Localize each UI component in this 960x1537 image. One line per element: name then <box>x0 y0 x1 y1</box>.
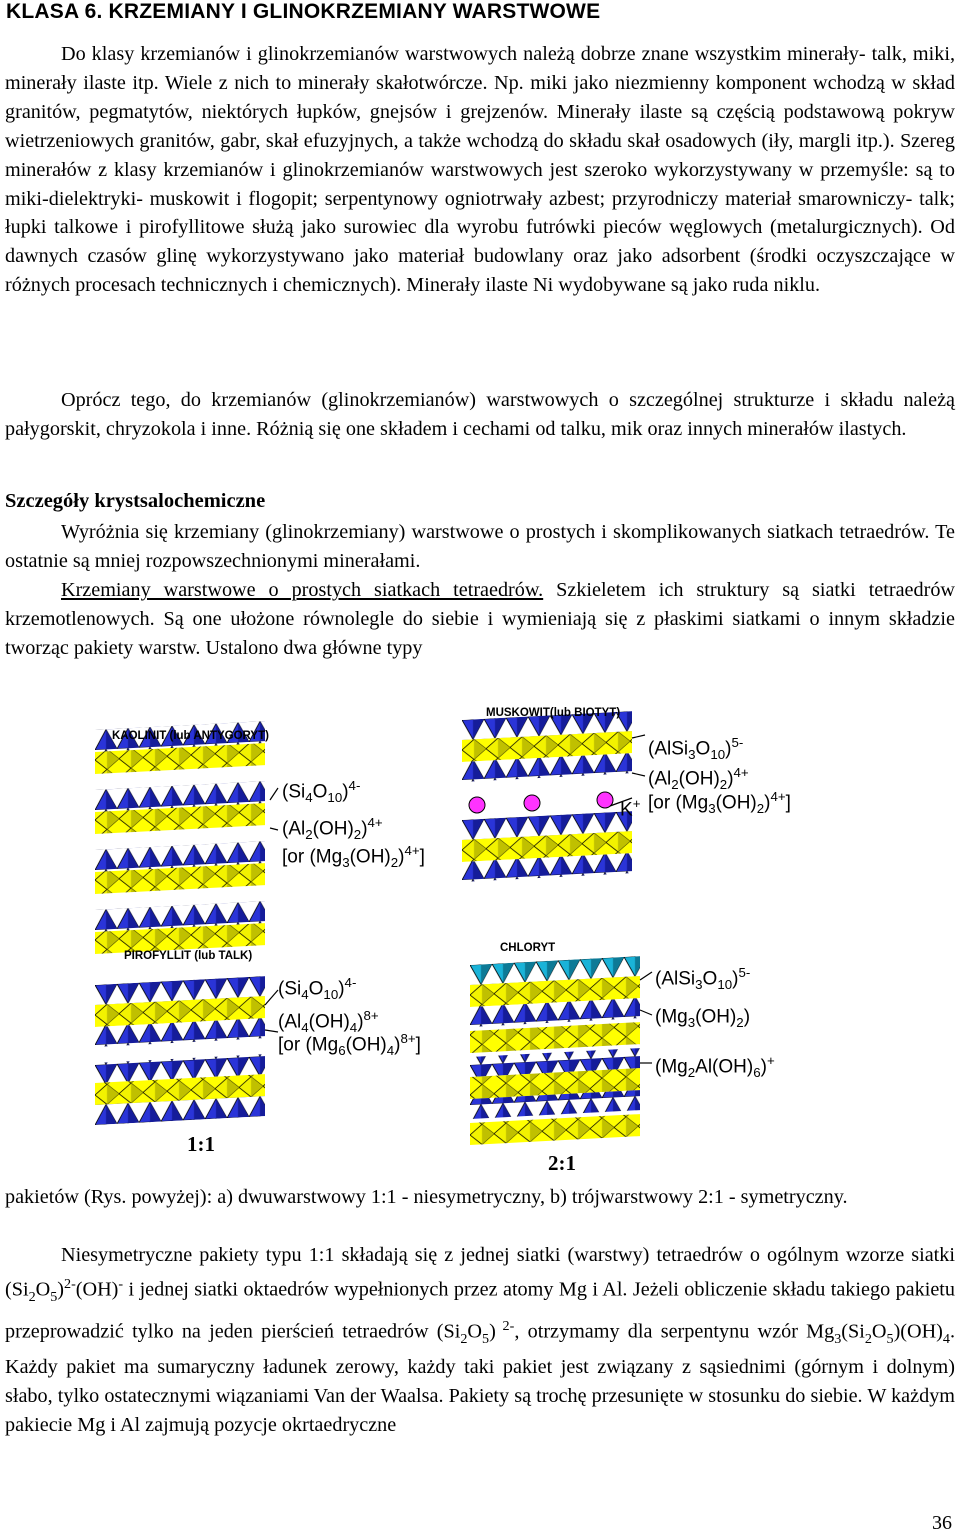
section-heading: Szczegóły krystsalochemiczne <box>5 490 266 512</box>
intro-paragraph-1: Do klasy krzemianów i glinokrzemianów warstwowych należą dobrze znane wszystkim minerały- talk, miki, minerały ilaste itp. Wiele z nich to minerały skałotwórcze. Np. miki jako niezmienny komponent wchodzą w skład granitów, pegmatytów, niektórych łupków, gnejsów i grejzenów. Minerały ilaste są częścią podstawową pokryw wietrzeniowych granitów, gabr, skał efuzyjnych, a także wchodzą do składu skał osadowych (iły, margli itp.). Szereg minerałów z klasy krzemianów i glinokrzemianów warstwowych jest szeroko wykorzystywany w przemyśle: są to miki-dielektryki- muskowit i flogopit; serpentynowy ogniotrwały azbest; przyrodniczy materiał smarowniczy- talk; łupki talkowe i pirofyllitowe służą jako surowiec dla wyrobu futrówki pieców węglowych (metalurgicznych). Od dawnych czasów glinę wykorzystywano jako materiał budowlany oraz jako adsorbent (środki oczyszczające w różnych procesach technicznych i chemicznych). Minerały ilaste Ni wydobywane są jako ruda niklu. <box>5 43 955 297</box>
final-paragraph: Niesymetryczne pakiety typu 1:1 składają się z jednej siatki (warstwy) tetraedrów o ogólnym wzorze siatki $(Si_2O_5)^{2-}(OH)^-$ i jednej siatki oktaedrów wypełnionych przez atomy Mg i Al. Jeżeli obliczenie składu takiego pakietu przeprowadzić tylko na jeden pierścień tetraedrów $(Si_2O_5)$ $^{2-}$, otrzymamy dla serpentynu wzór $Mg_3(Si_2O_5)(OH)_4$. Każdy pakiet ma sumaryczny ładunek zerowy, każdy taki pakiet jest związany z sąsiednimi (górnym i dolnym) słabo, tylko ostatecznymi wiązaniami Van der Waalsa. Pakiety są trochę przesunięte w stosunku do siebie. W każdym pakiecie Mg i Al zajmują pozycje okrtaedryczne <box>5 1244 955 1437</box>
ratio-right: 2:1 <box>548 1151 576 1175</box>
ratio-left: 1:1 <box>187 1132 215 1156</box>
muskowit-formula-3: [or $(Mg_3(OH)_2)^{4+}$] <box>648 789 791 817</box>
pirofyllit-formula-3: [or $(Mg_6(OH)_4)^{8+}$] <box>278 1031 421 1059</box>
potassium-ion-2 <box>524 795 540 811</box>
after-figure-paragraph: pakietów (Rys. powyżej): a) dwuwarstwowy 1:1 - niesymetryczny, b) trójwarstwowy 2:1 - symetryczny. <box>5 1186 848 1208</box>
chloryt-diagram <box>470 956 640 1145</box>
muskowit-label: MUSKOWIT(lub BIOTYT) <box>486 707 621 719</box>
chloryt-formula-2: $(Mg_3(OH)_2)$ <box>655 1006 751 1031</box>
page-title: KLASA 6. KRZEMIANY I GLINOKRZEMIANY WARSTWOWE <box>6 0 601 23</box>
pirofyllit-label: PIROFYLLIT (lub TALK) <box>124 950 253 962</box>
pirofyllit-formula-2: $(Al_4(OH)_4)^{8+}$ <box>278 1008 379 1036</box>
section-paragraph-2-text: Szkieletem ich struktury są siatki tetraedrów krzemotlenowych. Są one ułożone równolegle do siebie i wymieniają się z płaskimi siatkami o innym składzie tworząc pakiety warstw. Ustalono dwa główne typy <box>5 579 956 659</box>
chloryt-formula-1: $(AlSi_3O_{10})^{5-}$ <box>655 965 751 993</box>
kaolinit-formula-2: $(Al_2(OH)_2)^{4+}$ <box>282 815 383 843</box>
kaolinit-label: KAOLINIT (lub ANTYGORYT) <box>112 730 269 742</box>
page-number: 36 <box>932 1512 952 1534</box>
layer-structure-figure <box>0 680 960 1180</box>
kaolinit-diagram <box>95 721 265 954</box>
kaolinit-formula-3: [or $(Mg_3(OH)_2)^{4+}$] <box>282 843 425 871</box>
pirofyllit-diagram <box>95 976 265 1125</box>
muskowit-formula-2: $(Al_2(OH)_2)^{4+}$ <box>648 765 749 793</box>
muskowit-formula-1: $(AlSi_3O_{10})^{5-}$ <box>648 735 744 763</box>
underlined-subheading: Krzemiany warstwowe o prostych siatkach tetraedrów. <box>61 579 544 601</box>
chloryt-label: CHLORYT <box>500 942 556 954</box>
kaolinit-formula-1: $(Si_4O_{10})^{4-}$ <box>282 778 361 806</box>
potassium-label: K+ <box>620 796 641 821</box>
pirofyllit-formula-1: $(Si_4O_{10})^{4-}$ <box>278 975 357 1003</box>
section-paragraph-1: Wyróżnia się krzemiany (glinokrzemiany) warstwowe o prostych i skomplikowanych siatkach tetraedrów. Te ostatnie są mniej rozpowszechnionymi minerałami. <box>5 521 955 572</box>
section-paragraph-2 <box>5 576 955 663</box>
potassium-ion-1 <box>469 797 485 813</box>
chloryt-formula-3: $(Mg_2Al(OH)_6)^+$ <box>655 1053 775 1081</box>
intro-paragraph-2: Oprócz tego, do krzemianów (glinokrzemianów) warstwowych o szczególnej strukturze i składu należą pałygorskit, chryzokola i inne. Różnią się one składem i cechami od talku, mik oraz innych minerałów ilastych. <box>5 389 955 440</box>
